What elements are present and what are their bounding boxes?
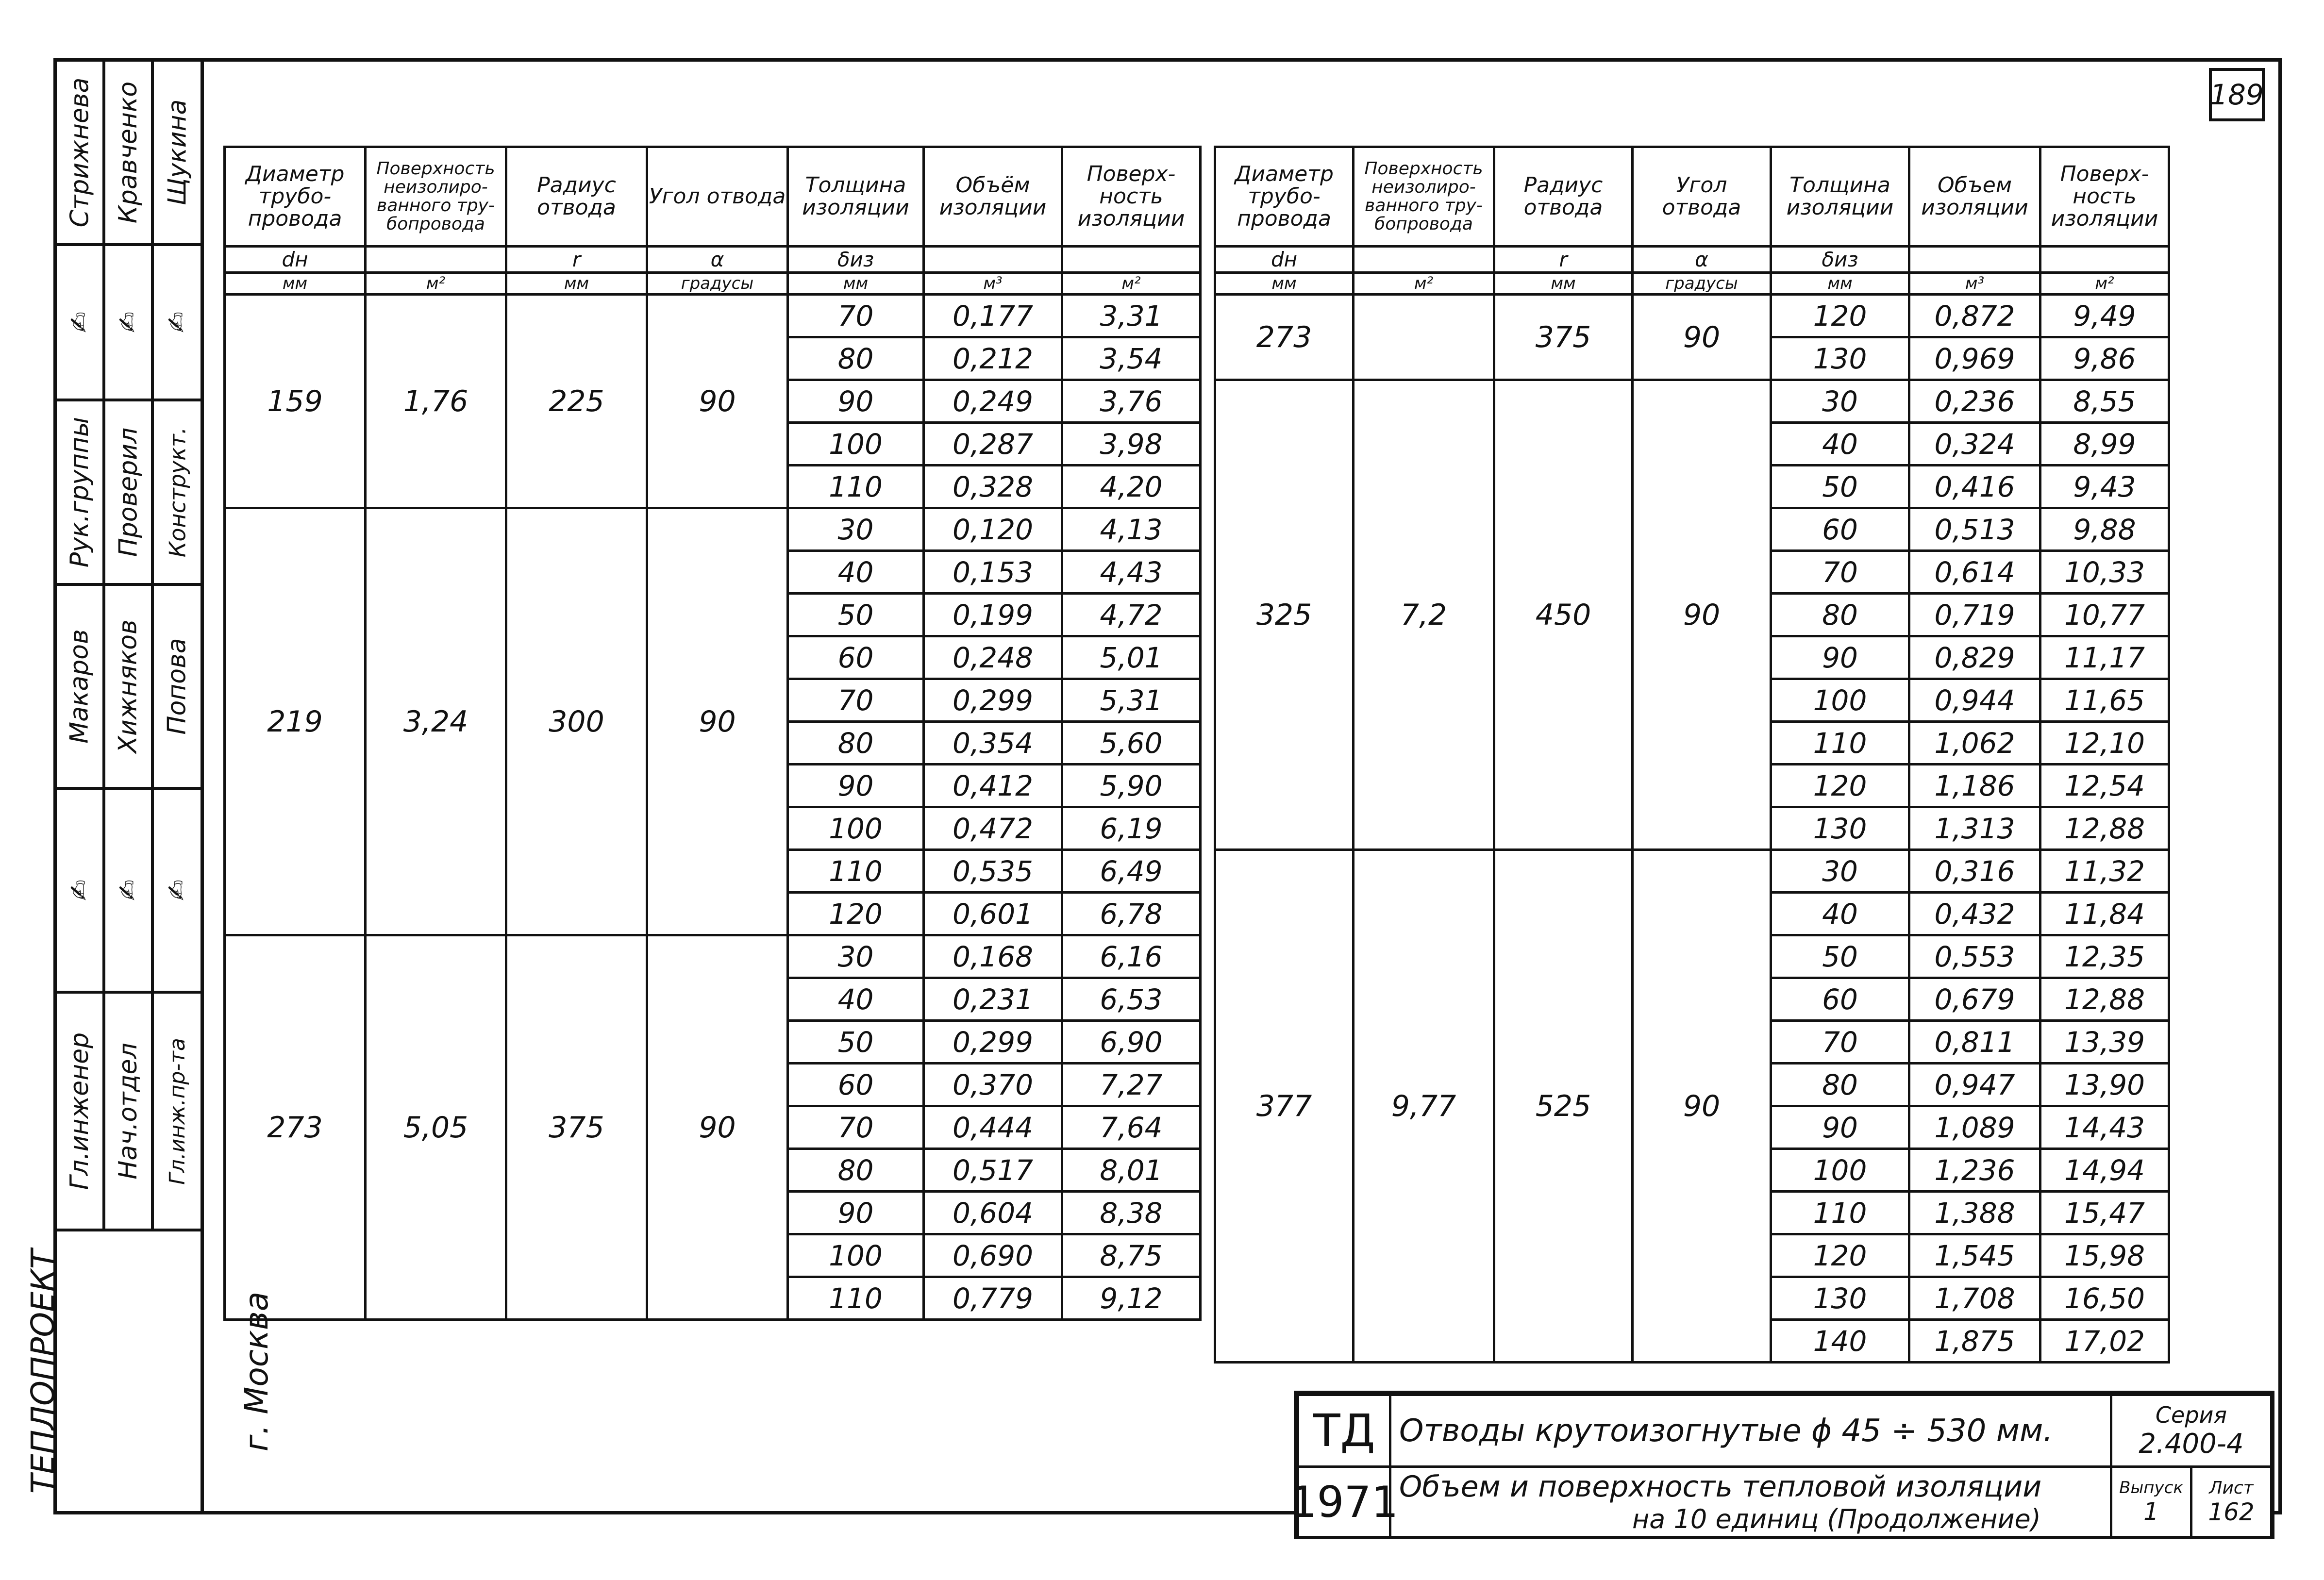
cell-surface-insulation: 3,54 [1062, 337, 1201, 380]
cell-surface-insulation: 7,27 [1062, 1064, 1201, 1106]
cell-volume: 1,089 [1909, 1106, 2040, 1149]
cell-angle: 90 [1633, 295, 1771, 380]
cell-thickness: 130 [1771, 337, 1909, 380]
unit-degrees: градусы [647, 273, 788, 295]
cell-surface-insulation: 14,43 [2040, 1106, 2169, 1149]
header-diameter: Диаметр трубо-провода [1215, 147, 1354, 247]
cell-volume: 1,545 [1909, 1234, 2040, 1277]
cell-thickness: 80 [788, 337, 924, 380]
header-surface-bare: Поверхность неизолиро-ванного тру-бопровода [366, 147, 506, 247]
cell-thickness: 70 [788, 295, 924, 337]
document-code: ТД [1313, 1405, 1375, 1457]
cell-volume: 0,248 [924, 636, 1062, 679]
cell-volume: 0,177 [924, 295, 1062, 337]
cell-thickness: 120 [1771, 765, 1909, 807]
symbol-empty [1354, 247, 1494, 273]
header-diameter: Диаметр трубо-провода [225, 147, 366, 247]
stamp-signature-3 [105, 790, 151, 994]
table-row [225, 935, 1201, 978]
cell-radius: 450 [1494, 380, 1633, 850]
cell-volume: 0,120 [924, 508, 1062, 551]
signature-mark: ✍ [162, 312, 192, 333]
cell-thickness: 90 [788, 1192, 924, 1234]
cell-thickness: 70 [788, 679, 924, 722]
cell-thickness: 90 [1771, 1106, 1909, 1149]
cell-thickness: 40 [1771, 423, 1909, 466]
cell-volume: 0,679 [1909, 978, 2040, 1021]
cell-volume: 1,236 [1909, 1149, 2040, 1192]
unit-degrees: градусы [1633, 273, 1771, 295]
stamp-signature-1 [57, 790, 102, 994]
cell-surface-bare: 7,2 [1354, 380, 1494, 850]
header-surface-insulation: Поверх-ность изоляции [2040, 147, 2169, 247]
cell-thickness: 30 [788, 935, 924, 978]
cell-volume: 1,388 [1909, 1192, 2040, 1234]
cell-thickness: 140 [1771, 1320, 1909, 1363]
cell-radius: 225 [506, 295, 647, 508]
cell-volume: 0,370 [924, 1064, 1062, 1106]
cell-thickness: 100 [788, 423, 924, 466]
header-thickness: Толщина изоляции [1771, 147, 1909, 247]
cell-volume: 0,811 [1909, 1021, 2040, 1064]
cell-angle: 90 [1633, 850, 1771, 1363]
signature-mark: ✍ [162, 880, 192, 901]
cell-volume: 0,432 [1909, 893, 2040, 935]
unit-m2: м² [2040, 273, 2169, 295]
signature-mark: ✍ [113, 880, 143, 901]
cell-volume: 0,354 [924, 722, 1062, 765]
cell-surface-bare: 5,05 [366, 935, 506, 1320]
cell-surface-bare: 1,76 [366, 295, 506, 508]
side-stamp [24, 58, 276, 1514]
header-radius: Радиус отвода [1494, 147, 1633, 247]
cell-thickness: 70 [788, 1106, 924, 1149]
unit-mm: мм [788, 273, 924, 295]
cell-angle: 90 [1633, 380, 1771, 850]
cell-thickness: 130 [1771, 807, 1909, 850]
header-angle: Угол отвода [1633, 147, 1771, 247]
cell-surface-insulation: 5,90 [1062, 765, 1201, 807]
cell-volume: 0,199 [924, 594, 1062, 636]
header-surface-insulation: Поверх-ность изоляции [1062, 147, 1201, 247]
cell-volume: 0,444 [924, 1106, 1062, 1149]
cell-diameter: 273 [225, 935, 366, 1320]
cell-volume: 0,416 [1909, 466, 2040, 508]
series-value: 2.400-4 [2139, 1428, 2244, 1460]
cell-volume: 1,313 [1909, 807, 2040, 850]
cell-thickness: 50 [1771, 466, 1909, 508]
cell-volume: 0,168 [924, 935, 1062, 978]
cell-surface-insulation: 17,02 [2040, 1320, 2169, 1363]
cell-surface-insulation: 6,78 [1062, 893, 1201, 935]
title-code-cell [1297, 1394, 1391, 1468]
cell-thickness: 90 [788, 380, 924, 423]
title-block [1289, 1391, 2274, 1539]
cell-surface-insulation: 9,12 [1062, 1277, 1201, 1320]
cell-diameter: 219 [225, 508, 366, 935]
cell-volume: 0,328 [924, 466, 1062, 508]
cell-surface-insulation: 4,20 [1062, 466, 1201, 508]
title-sub-cell [1389, 1465, 2112, 1538]
symbol-dn: dн [225, 247, 366, 273]
document-year: 1971 [1289, 1477, 1399, 1527]
cell-surface-insulation: 8,75 [1062, 1234, 1201, 1277]
signature-mark: ✍ [113, 312, 143, 333]
cell-surface-insulation: 8,01 [1062, 1149, 1201, 1192]
cell-volume: 0,236 [1909, 380, 2040, 423]
cell-diameter: 273 [1215, 295, 1354, 380]
stamp-col-right [154, 62, 201, 1231]
stamp-col-roles [57, 62, 105, 1231]
cell-volume: 0,535 [924, 850, 1062, 893]
symbol-r: r [1494, 247, 1633, 273]
header-volume: Объем изоляции [1909, 147, 2040, 247]
stamp-check-2: Проверил [105, 401, 151, 586]
cell-volume: 0,316 [1909, 850, 2040, 893]
cell-diameter: 159 [225, 295, 366, 508]
header-angle: Угол отвода [647, 147, 788, 247]
cell-volume: 0,231 [924, 978, 1062, 1021]
document-subtitle-1: Объем и поверхность тепловой изоляции [1399, 1469, 2042, 1504]
stamp-name-b3: Щукина [154, 62, 201, 246]
cell-volume: 0,969 [1909, 337, 2040, 380]
cell-surface-insulation: 8,99 [2040, 423, 2169, 466]
cell-surface-insulation: 10,33 [2040, 551, 2169, 594]
unit-mm: мм [1771, 273, 1909, 295]
cell-surface-insulation: 4,43 [1062, 551, 1201, 594]
cell-surface-insulation: 8,55 [2040, 380, 2169, 423]
title-main-cell [1389, 1394, 2112, 1468]
page-number: 189 [2209, 68, 2265, 121]
sheet-label: Лист [2209, 1478, 2254, 1498]
cell-surface-insulation: 12,54 [2040, 765, 2169, 807]
table-row [1215, 295, 2169, 337]
cell-surface-insulation: 6,90 [1062, 1021, 1201, 1064]
insulation-table-left [223, 146, 1202, 1321]
unit-mm: мм [225, 273, 366, 295]
cell-thickness: 90 [1771, 636, 1909, 679]
cell-diameter: 377 [1215, 850, 1354, 1363]
stamp-name-1: Макаров [57, 586, 102, 790]
cell-surface-bare: 9,77 [1354, 850, 1494, 1363]
cell-volume: 1,062 [1909, 722, 2040, 765]
stamp-name-2: Хижняков [105, 586, 151, 790]
unit-mm: мм [1494, 273, 1633, 295]
cell-thickness: 30 [1771, 380, 1909, 423]
cell-volume: 0,604 [924, 1192, 1062, 1234]
stamp-role-3: Гл.инж.пр-та [154, 994, 201, 1231]
header-surface-bare: Поверхность неизолиро-ванного тру-бопровода [1354, 147, 1494, 247]
insulation-table-right [1214, 146, 2170, 1364]
cell-surface-insulation: 8,38 [1062, 1192, 1201, 1234]
title-year-cell [1289, 1465, 1399, 1538]
stamp-signature-4 [105, 246, 151, 401]
cell-angle: 90 [647, 935, 788, 1320]
cell-thickness: 60 [1771, 978, 1909, 1021]
stamp-check-3: Конструкт. [154, 401, 201, 586]
cell-surface-insulation: 11,65 [2040, 679, 2169, 722]
cell-surface-bare: 3,24 [366, 508, 506, 935]
cell-surface-insulation: 12,10 [2040, 722, 2169, 765]
cell-thickness: 60 [788, 636, 924, 679]
cell-volume: 1,708 [1909, 1277, 2040, 1320]
cell-radius: 300 [506, 508, 647, 935]
cell-volume: 0,947 [1909, 1064, 2040, 1106]
cell-thickness: 130 [1771, 1277, 1909, 1320]
cell-angle: 90 [647, 295, 788, 508]
cell-surface-insulation: 13,39 [2040, 1021, 2169, 1064]
unit-mm: мм [1215, 273, 1354, 295]
cell-volume: 1,186 [1909, 765, 2040, 807]
stamp-name-b2: Кравченко [105, 62, 151, 246]
cell-surface-insulation: 15,47 [2040, 1192, 2169, 1234]
cell-thickness: 30 [1771, 850, 1909, 893]
symbol-empty [2040, 247, 2169, 273]
cell-thickness: 120 [1771, 295, 1909, 337]
signature-mark: ✍ [65, 312, 94, 333]
issue-value: 1 [2143, 1497, 2159, 1526]
cell-volume: 0,553 [1909, 935, 2040, 978]
cell-surface-bare [1354, 295, 1494, 380]
cell-thickness: 80 [788, 1149, 924, 1192]
cell-surface-insulation: 9,43 [2040, 466, 2169, 508]
organization-name: ТЕПЛОПРОЕКТ [24, 1249, 62, 1494]
cell-thickness: 110 [788, 850, 924, 893]
cell-thickness: 70 [1771, 1021, 1909, 1064]
cell-surface-insulation: 6,16 [1062, 935, 1201, 978]
cell-volume: 0,412 [924, 765, 1062, 807]
cell-surface-insulation: 13,90 [2040, 1064, 2169, 1106]
cell-surface-insulation: 5,31 [1062, 679, 1201, 722]
cell-thickness: 90 [788, 765, 924, 807]
cell-surface-insulation: 7,64 [1062, 1106, 1201, 1149]
symbol-empty [1062, 247, 1201, 273]
cell-surface-insulation: 15,98 [2040, 1234, 2169, 1277]
stamp-signature-2 [57, 246, 102, 401]
cell-thickness: 100 [1771, 1149, 1909, 1192]
cell-angle: 90 [647, 508, 788, 935]
table-right-body [1215, 295, 2169, 1363]
table-left-body [225, 295, 1201, 1320]
header-volume: Объём изоляции [924, 147, 1062, 247]
document-subtitle-2: на 10 единиц (Продолжение) [1632, 1503, 2041, 1534]
stamp-check-1: Рук.группы [57, 401, 102, 586]
cell-surface-insulation: 6,49 [1062, 850, 1201, 893]
cell-surface-insulation: 14,94 [2040, 1149, 2169, 1192]
cell-volume: 0,517 [924, 1149, 1062, 1192]
cell-volume: 0,212 [924, 337, 1062, 380]
header-thickness: Толщина изоляции [788, 147, 924, 247]
organization-block [24, 1231, 276, 1511]
symbol-empty [1909, 247, 2040, 273]
cell-thickness: 120 [1771, 1234, 1909, 1277]
cell-surface-insulation: 10,77 [2040, 594, 2169, 636]
symbol-r: r [506, 247, 647, 273]
cell-surface-insulation: 5,60 [1062, 722, 1201, 765]
cell-surface-insulation: 3,31 [1062, 295, 1201, 337]
unit-m2: м² [1354, 273, 1494, 295]
sheet-value: 162 [2208, 1497, 2255, 1526]
issue-cell [2110, 1465, 2192, 1538]
cell-volume: 0,299 [924, 679, 1062, 722]
symbol-empty [366, 247, 506, 273]
symbol-alpha: α [647, 247, 788, 273]
unit-m3: м³ [1909, 273, 2040, 295]
cell-thickness: 110 [788, 1277, 924, 1320]
cell-thickness: 80 [1771, 1064, 1909, 1106]
cell-thickness: 60 [788, 1064, 924, 1106]
cell-surface-insulation: 12,88 [2040, 978, 2169, 1021]
cell-volume: 1,875 [1909, 1320, 2040, 1363]
unit-mm: мм [506, 273, 647, 295]
cell-thickness: 30 [788, 508, 924, 551]
cell-thickness: 80 [1771, 594, 1909, 636]
cell-thickness: 100 [788, 807, 924, 850]
cell-thickness: 110 [1771, 1192, 1909, 1234]
cell-thickness: 50 [788, 594, 924, 636]
cell-diameter: 325 [1215, 380, 1354, 850]
cell-thickness: 50 [1771, 935, 1909, 978]
stamp-role-1: Гл.инженер [57, 994, 102, 1231]
symbol-delta: δиз [788, 247, 924, 273]
stamp-name-b1: Стрижнева [57, 62, 102, 246]
cell-thickness: 40 [788, 978, 924, 1021]
cell-surface-insulation: 3,76 [1062, 380, 1201, 423]
cell-surface-insulation: 9,86 [2040, 337, 2169, 380]
cell-surface-insulation: 11,17 [2040, 636, 2169, 679]
cell-thickness: 110 [788, 466, 924, 508]
cell-surface-insulation: 11,32 [2040, 850, 2169, 893]
cell-volume: 0,614 [1909, 551, 2040, 594]
symbol-delta: δиз [1771, 247, 1909, 273]
cell-thickness: 40 [788, 551, 924, 594]
cell-volume: 0,944 [1909, 679, 2040, 722]
series-cell [2110, 1394, 2273, 1468]
cell-surface-insulation: 3,98 [1062, 423, 1201, 466]
unit-m2: м² [366, 273, 506, 295]
symbol-empty [924, 247, 1062, 273]
sheet-cell [2190, 1465, 2273, 1538]
cell-thickness: 60 [1771, 508, 1909, 551]
cell-surface-insulation: 11,84 [2040, 893, 2169, 935]
cell-thickness: 110 [1771, 722, 1909, 765]
cell-surface-insulation: 4,72 [1062, 594, 1201, 636]
cell-surface-insulation: 6,53 [1062, 978, 1201, 1021]
cell-surface-insulation: 12,88 [2040, 807, 2169, 850]
document-title: Отводы крутоизогнутые ϕ 45 ÷ 530 мм. [1399, 1413, 2053, 1449]
symbol-dn: dн [1215, 247, 1354, 273]
stamp-signature-5 [154, 790, 201, 994]
cell-thickness: 50 [788, 1021, 924, 1064]
table-row [1215, 380, 2169, 423]
cell-surface-insulation: 6,19 [1062, 807, 1201, 850]
series-label: Серия [2155, 1402, 2227, 1428]
cell-surface-insulation: 16,50 [2040, 1277, 2169, 1320]
cell-surface-insulation: 12,35 [2040, 935, 2169, 978]
cell-thickness: 120 [788, 893, 924, 935]
cell-volume: 0,872 [1909, 295, 2040, 337]
unit-m3: м³ [924, 273, 1062, 295]
stamp-signature-6 [154, 246, 201, 401]
cell-volume: 0,779 [924, 1277, 1062, 1320]
cell-volume: 0,287 [924, 423, 1062, 466]
stamp-role-2: Нач.отдел [105, 994, 151, 1231]
cell-thickness: 70 [1771, 551, 1909, 594]
cell-thickness: 100 [788, 1234, 924, 1277]
issue-label: Выпуск [2119, 1478, 2183, 1497]
table-row [225, 295, 1201, 337]
unit-m2: м² [1062, 273, 1201, 295]
cell-volume: 0,690 [924, 1234, 1062, 1277]
cell-volume: 0,513 [1909, 508, 2040, 551]
cell-volume: 0,601 [924, 893, 1062, 935]
header-radius: Радиус отвода [506, 147, 647, 247]
cell-thickness: 80 [788, 722, 924, 765]
symbol-alpha: α [1633, 247, 1771, 273]
signature-mark: ✍ [65, 880, 94, 901]
cell-volume: 0,299 [924, 1021, 1062, 1064]
cell-surface-insulation: 9,49 [2040, 295, 2169, 337]
cell-surface-insulation: 9,88 [2040, 508, 2169, 551]
cell-radius: 375 [1494, 295, 1633, 380]
cell-volume: 0,324 [1909, 423, 2040, 466]
cell-volume: 0,472 [924, 807, 1062, 850]
cell-volume: 0,153 [924, 551, 1062, 594]
table-row [225, 508, 1201, 551]
stamp-name-3: Попова [154, 586, 201, 790]
cell-volume: 0,829 [1909, 636, 2040, 679]
cell-thickness: 40 [1771, 893, 1909, 935]
cell-volume: 0,719 [1909, 594, 2040, 636]
cell-surface-insulation: 4,13 [1062, 508, 1201, 551]
organization-city: г. Москва [238, 1291, 276, 1451]
stamp-col-middle [105, 62, 154, 1231]
cell-thickness: 100 [1771, 679, 1909, 722]
cell-surface-insulation: 5,01 [1062, 636, 1201, 679]
table-row [1215, 850, 2169, 893]
cell-radius: 375 [506, 935, 647, 1320]
cell-radius: 525 [1494, 850, 1633, 1363]
cell-volume: 0,249 [924, 380, 1062, 423]
